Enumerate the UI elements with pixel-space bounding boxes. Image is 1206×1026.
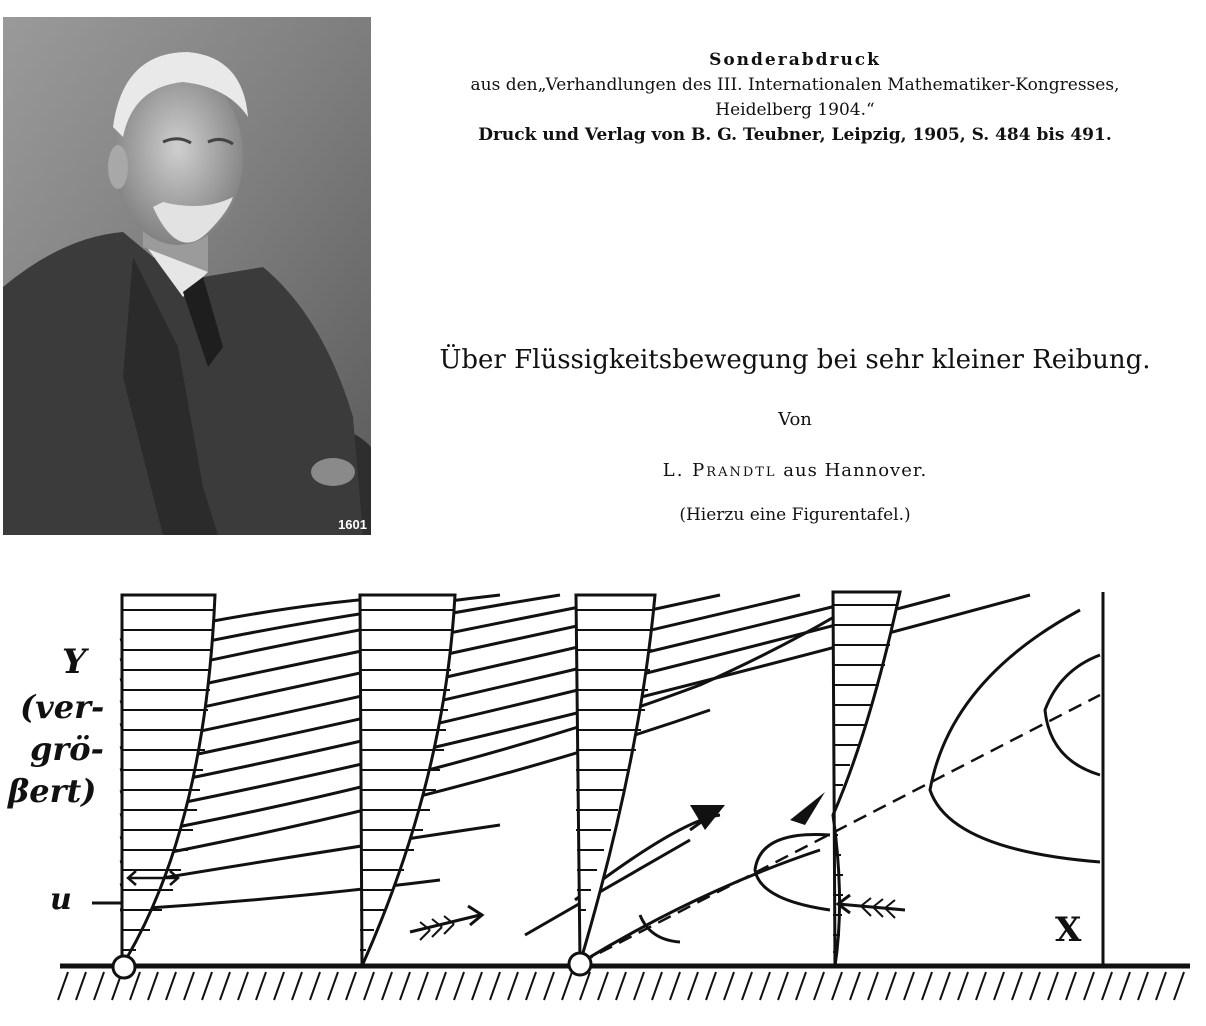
y-axis-label-line-4: βert) xyxy=(8,772,97,810)
paper-von: Von xyxy=(778,409,812,430)
x-axis-label: X xyxy=(1055,910,1082,950)
header-line-2: aus den„Verhandlungen des III. Internationalen Mathematiker-Kongresses, xyxy=(470,75,1120,95)
velocity-profile-3 xyxy=(576,595,655,963)
boundary-layer-diagram xyxy=(0,580,1206,1020)
velocity-profile-1 xyxy=(122,595,215,966)
author-origin: aus Hannover. xyxy=(776,460,928,481)
y-axis-label: Y xyxy=(62,642,87,682)
header-line-4: Druck und Verlag von B. G. Teubner, Leipzig, 1905, S. 484 bis 491. xyxy=(478,125,1112,145)
y-axis-label-line-2: (ver- xyxy=(20,688,105,726)
offprint-header xyxy=(390,48,1200,148)
author-name: L. Prandtl xyxy=(662,460,777,481)
paper-title: Über Flüssigkeitsbewegung bei sehr kleiner Reibung. xyxy=(439,345,1151,375)
photo-number: 1601 xyxy=(338,517,367,532)
header-line-1: Sonderabdruck xyxy=(709,50,881,70)
portrait-image xyxy=(3,17,371,535)
separation-point xyxy=(569,953,591,975)
boundary-layer-figure xyxy=(0,580,1206,1020)
paper-author xyxy=(390,460,1200,481)
header-line-3: Heidelberg 1904.“ xyxy=(715,100,875,120)
paper-note: (Hierzu eine Figurentafel.) xyxy=(679,505,911,525)
wall-hatching xyxy=(58,972,1184,1000)
portrait-photo xyxy=(3,17,371,535)
velocity-profile-2 xyxy=(360,595,455,966)
y-axis-label-line-3: grö- xyxy=(30,730,104,768)
u-label: u xyxy=(50,882,72,917)
stagnation-point-left xyxy=(113,956,135,978)
